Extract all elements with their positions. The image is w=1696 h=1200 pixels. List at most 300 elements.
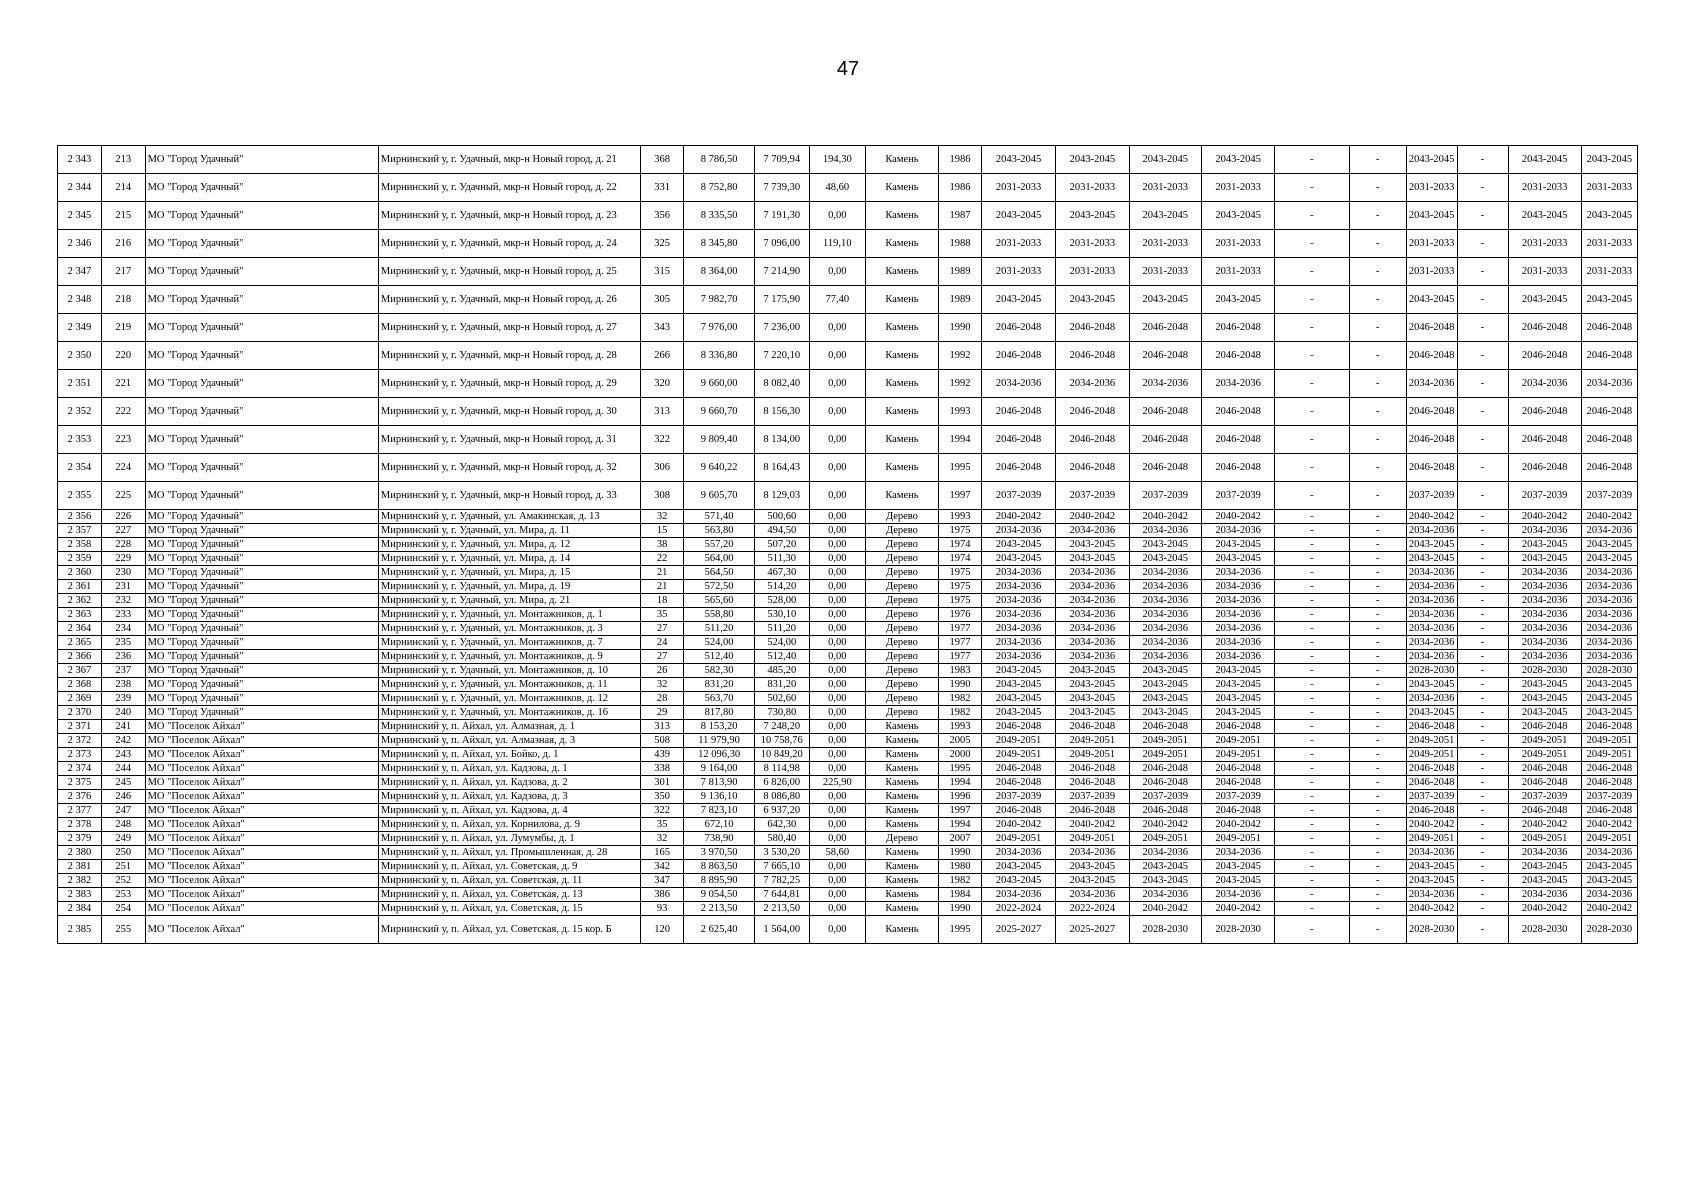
cell-repair-period-6: -: [1349, 916, 1406, 944]
cell-repair-period-7: 2028-2030: [1406, 916, 1457, 944]
table-row: [58, 510, 1638, 524]
cell-wall-material: Камень: [865, 146, 938, 174]
cell-repair-period-1: 2046-2048: [981, 804, 1055, 818]
housing-registry-table: [57, 145, 1638, 944]
table-row: [58, 538, 1638, 552]
cell-residents: 21: [640, 566, 684, 580]
cell-nonresidential-area: 0,00: [809, 552, 865, 566]
cell-wall-material: Дерево: [865, 678, 938, 692]
cell-repair-period-7: 2031-2033: [1406, 258, 1457, 286]
cell-row-number: 2 382: [58, 874, 102, 888]
cell-wall-material: Дерево: [865, 622, 938, 636]
cell-wall-material: Дерево: [865, 706, 938, 720]
cell-total-area: 9 660,70: [684, 398, 754, 426]
cell-living-area: 511,20: [754, 622, 809, 636]
cell-row-number: 2 376: [58, 790, 102, 804]
cell-row-number: 2 363: [58, 608, 102, 622]
cell-repair-period-6: -: [1349, 650, 1406, 664]
cell-living-area: 6 937,20: [754, 804, 809, 818]
cell-repair-period-2: 2046-2048: [1056, 314, 1129, 342]
cell-repair-period-8: -: [1457, 888, 1508, 902]
cell-repair-period-3: 2046-2048: [1129, 776, 1201, 790]
cell-repair-period-4: 2034-2036: [1201, 566, 1274, 580]
cell-repair-period-1: 2034-2036: [981, 580, 1055, 594]
cell-build-year: 1994: [939, 818, 982, 832]
cell-repair-period-9: 2034-2036: [1508, 650, 1581, 664]
cell-repair-period-3: 2037-2039: [1129, 482, 1201, 510]
cell-object-number: 231: [101, 580, 145, 594]
cell-repair-period-1: 2034-2036: [981, 608, 1055, 622]
cell-repair-period-8: -: [1457, 776, 1508, 790]
cell-residents: 28: [640, 692, 684, 706]
cell-total-area: 8 364,00: [684, 258, 754, 286]
cell-repair-period-9: 2034-2036: [1508, 580, 1581, 594]
cell-address: Мирнинский у, г. Удачный, ул. Монтажников, д. 10: [378, 664, 640, 678]
cell-repair-period-1: 2049-2051: [981, 734, 1055, 748]
cell-object-number: 238: [101, 678, 145, 692]
cell-repair-period-6: -: [1349, 524, 1406, 538]
table-row: [58, 664, 1638, 678]
cell-living-area: 7 644,81: [754, 888, 809, 902]
table-row: [58, 566, 1638, 580]
cell-object-number: 255: [101, 916, 145, 944]
cell-repair-period-1: 2022-2024: [981, 902, 1055, 916]
cell-build-year: 1989: [939, 258, 982, 286]
cell-object-number: 252: [101, 874, 145, 888]
cell-repair-period-3: 2043-2045: [1129, 286, 1201, 314]
cell-repair-period-5: -: [1275, 314, 1349, 342]
cell-build-year: 1993: [939, 720, 982, 734]
cell-residents: 439: [640, 748, 684, 762]
cell-wall-material: Камень: [865, 762, 938, 776]
cell-repair-period-1: 2046-2048: [981, 776, 1055, 790]
cell-repair-period-1: 2049-2051: [981, 832, 1055, 846]
cell-repair-period-5: -: [1275, 804, 1349, 818]
cell-row-number: 2 372: [58, 734, 102, 748]
cell-repair-period-8: -: [1457, 552, 1508, 566]
cell-repair-period-5: -: [1275, 902, 1349, 916]
cell-repair-period-5: -: [1275, 706, 1349, 720]
cell-repair-period-3: 2040-2042: [1129, 818, 1201, 832]
cell-total-area: 558,80: [684, 608, 754, 622]
cell-repair-period-5: -: [1275, 482, 1349, 510]
cell-wall-material: Дерево: [865, 608, 938, 622]
table-row: [58, 202, 1638, 230]
cell-repair-period-6: -: [1349, 538, 1406, 552]
cell-municipality: МО "Город Удачный": [145, 202, 378, 230]
table-row: [58, 818, 1638, 832]
cell-repair-period-3: 2049-2051: [1129, 832, 1201, 846]
cell-municipality: МО "Поселок Айхал": [145, 720, 378, 734]
cell-living-area: 642,30: [754, 818, 809, 832]
cell-repair-period-5: -: [1275, 734, 1349, 748]
cell-repair-period-5: -: [1275, 566, 1349, 580]
cell-repair-period-4: 2043-2045: [1201, 678, 1274, 692]
cell-repair-period-4: 2034-2036: [1201, 524, 1274, 538]
table-row: [58, 608, 1638, 622]
cell-wall-material: Камень: [865, 370, 938, 398]
cell-total-area: 672,10: [684, 818, 754, 832]
cell-repair-period-10: 2043-2045: [1581, 692, 1637, 706]
cell-repair-period-7: 2043-2045: [1406, 860, 1457, 874]
cell-wall-material: Дерево: [865, 594, 938, 608]
cell-repair-period-4: 2040-2042: [1201, 902, 1274, 916]
cell-object-number: 240: [101, 706, 145, 720]
cell-repair-period-9: 2043-2045: [1508, 146, 1581, 174]
cell-wall-material: Камень: [865, 258, 938, 286]
cell-repair-period-3: 2040-2042: [1129, 510, 1201, 524]
cell-repair-period-6: -: [1349, 664, 1406, 678]
cell-repair-period-10: 2046-2048: [1581, 426, 1637, 454]
cell-repair-period-2: 2046-2048: [1056, 342, 1129, 370]
cell-total-area: 9 640,22: [684, 454, 754, 482]
cell-address: Мирнинский у, п. Айхал, ул. Кадзова, д. 1: [378, 762, 640, 776]
cell-build-year: 2007: [939, 832, 982, 846]
cell-repair-period-4: 2049-2051: [1201, 734, 1274, 748]
cell-living-area: 2 213,50: [754, 902, 809, 916]
cell-living-area: 512,40: [754, 650, 809, 664]
cell-repair-period-9: 2034-2036: [1508, 622, 1581, 636]
cell-living-area: 514,20: [754, 580, 809, 594]
cell-repair-period-8: -: [1457, 510, 1508, 524]
table-row: [58, 846, 1638, 860]
cell-living-area: 10 758,76: [754, 734, 809, 748]
cell-repair-period-1: 2034-2036: [981, 370, 1055, 398]
cell-repair-period-7: 2043-2045: [1406, 874, 1457, 888]
cell-repair-period-7: 2046-2048: [1406, 762, 1457, 776]
cell-living-area: 8 114,98: [754, 762, 809, 776]
cell-repair-period-4: 2049-2051: [1201, 748, 1274, 762]
cell-address: Мирнинский у, п. Айхал, ул. Советская, д. 15 кор. Б: [378, 916, 640, 944]
cell-object-number: 248: [101, 818, 145, 832]
cell-row-number: 2 349: [58, 314, 102, 342]
cell-object-number: 218: [101, 286, 145, 314]
cell-repair-period-6: -: [1349, 832, 1406, 846]
cell-wall-material: Камень: [865, 916, 938, 944]
cell-repair-period-4: 2031-2033: [1201, 258, 1274, 286]
cell-municipality: МО "Поселок Айхал": [145, 776, 378, 790]
cell-repair-period-5: -: [1275, 888, 1349, 902]
cell-residents: 305: [640, 286, 684, 314]
cell-object-number: 215: [101, 202, 145, 230]
cell-repair-period-5: -: [1275, 860, 1349, 874]
cell-living-area: 7 236,00: [754, 314, 809, 342]
cell-row-number: 2 383: [58, 888, 102, 902]
cell-row-number: 2 364: [58, 622, 102, 636]
cell-object-number: 223: [101, 426, 145, 454]
cell-build-year: 1992: [939, 370, 982, 398]
cell-nonresidential-area: 0,00: [809, 426, 865, 454]
cell-municipality: МО "Город Удачный": [145, 398, 378, 426]
cell-wall-material: Дерево: [865, 510, 938, 524]
cell-repair-period-3: 2043-2045: [1129, 692, 1201, 706]
cell-repair-period-1: 2049-2051: [981, 748, 1055, 762]
table-row: [58, 524, 1638, 538]
cell-repair-period-2: 2043-2045: [1056, 146, 1129, 174]
cell-repair-period-8: -: [1457, 874, 1508, 888]
cell-row-number: 2 358: [58, 538, 102, 552]
cell-nonresidential-area: 0,00: [809, 664, 865, 678]
cell-repair-period-10: 2034-2036: [1581, 580, 1637, 594]
cell-living-area: 7 175,90: [754, 286, 809, 314]
cell-living-area: 7 220,10: [754, 342, 809, 370]
cell-wall-material: Дерево: [865, 524, 938, 538]
cell-repair-period-7: 2040-2042: [1406, 902, 1457, 916]
cell-repair-period-9: 2049-2051: [1508, 748, 1581, 762]
cell-living-area: 524,00: [754, 636, 809, 650]
cell-total-area: 8 863,50: [684, 860, 754, 874]
cell-repair-period-10: 2034-2036: [1581, 370, 1637, 398]
cell-repair-period-2: 2031-2033: [1056, 258, 1129, 286]
cell-repair-period-8: -: [1457, 202, 1508, 230]
cell-living-area: 507,20: [754, 538, 809, 552]
cell-municipality: МО "Город Удачный": [145, 510, 378, 524]
cell-repair-period-1: 2031-2033: [981, 174, 1055, 202]
cell-municipality: МО "Поселок Айхал": [145, 860, 378, 874]
cell-residents: 313: [640, 398, 684, 426]
cell-wall-material: Камень: [865, 790, 938, 804]
cell-wall-material: Камень: [865, 888, 938, 902]
cell-object-number: 249: [101, 832, 145, 846]
cell-repair-period-1: 2040-2042: [981, 818, 1055, 832]
table-row: [58, 748, 1638, 762]
cell-build-year: 1993: [939, 510, 982, 524]
cell-wall-material: Камень: [865, 818, 938, 832]
cell-repair-period-5: -: [1275, 776, 1349, 790]
cell-residents: 38: [640, 538, 684, 552]
cell-repair-period-6: -: [1349, 342, 1406, 370]
cell-repair-period-10: 2034-2036: [1581, 594, 1637, 608]
cell-repair-period-4: 2034-2036: [1201, 370, 1274, 398]
cell-repair-period-10: 2034-2036: [1581, 636, 1637, 650]
cell-living-area: 730,80: [754, 706, 809, 720]
cell-repair-period-10: 2049-2051: [1581, 832, 1637, 846]
cell-repair-period-7: 2046-2048: [1406, 776, 1457, 790]
cell-repair-period-4: 2034-2036: [1201, 608, 1274, 622]
cell-residents: 386: [640, 888, 684, 902]
cell-repair-period-2: 2034-2036: [1056, 580, 1129, 594]
cell-repair-period-7: 2034-2036: [1406, 580, 1457, 594]
cell-repair-period-8: -: [1457, 832, 1508, 846]
table-row: [58, 454, 1638, 482]
cell-repair-period-9: 2049-2051: [1508, 734, 1581, 748]
cell-repair-period-6: -: [1349, 860, 1406, 874]
cell-repair-period-7: 2031-2033: [1406, 174, 1457, 202]
cell-repair-period-2: 2046-2048: [1056, 426, 1129, 454]
cell-repair-period-5: -: [1275, 258, 1349, 286]
cell-wall-material: Камень: [865, 286, 938, 314]
cell-residents: 325: [640, 230, 684, 258]
cell-repair-period-8: -: [1457, 370, 1508, 398]
cell-repair-period-5: -: [1275, 748, 1349, 762]
cell-build-year: 1992: [939, 342, 982, 370]
cell-total-area: 8 752,80: [684, 174, 754, 202]
cell-address: Мирнинский у, г. Удачный, ул. Мира, д. 14: [378, 552, 640, 566]
cell-object-number: 221: [101, 370, 145, 398]
cell-repair-period-5: -: [1275, 678, 1349, 692]
cell-address: Мирнинский у, г. Удачный, мкр-н Новый город, д. 25: [378, 258, 640, 286]
cell-repair-period-2: 2046-2048: [1056, 398, 1129, 426]
cell-repair-period-4: 2034-2036: [1201, 650, 1274, 664]
cell-repair-period-7: 2034-2036: [1406, 524, 1457, 538]
cell-residents: 306: [640, 454, 684, 482]
cell-living-area: 7 782,25: [754, 874, 809, 888]
cell-repair-period-9: 2046-2048: [1508, 804, 1581, 818]
cell-address: Мирнинский у, п. Айхал, ул. Кадзова, д. 3: [378, 790, 640, 804]
cell-repair-period-1: 2034-2036: [981, 636, 1055, 650]
cell-repair-period-10: 2040-2042: [1581, 510, 1637, 524]
cell-repair-period-7: 2034-2036: [1406, 608, 1457, 622]
cell-total-area: 9 054,50: [684, 888, 754, 902]
cell-total-area: 565,60: [684, 594, 754, 608]
cell-build-year: 1986: [939, 146, 982, 174]
cell-repair-period-6: -: [1349, 874, 1406, 888]
cell-object-number: 230: [101, 566, 145, 580]
cell-total-area: 738,90: [684, 832, 754, 846]
cell-object-number: 224: [101, 454, 145, 482]
cell-nonresidential-area: 0,00: [809, 650, 865, 664]
cell-repair-period-1: 2046-2048: [981, 454, 1055, 482]
cell-repair-period-1: 2046-2048: [981, 342, 1055, 370]
cell-build-year: 1974: [939, 552, 982, 566]
cell-repair-period-8: -: [1457, 664, 1508, 678]
cell-repair-period-2: 2034-2036: [1056, 846, 1129, 860]
cell-nonresidential-area: 0,00: [809, 538, 865, 552]
cell-repair-period-4: 2043-2045: [1201, 664, 1274, 678]
cell-address: Мирнинский у, г. Удачный, мкр-н Новый город, д. 21: [378, 146, 640, 174]
cell-repair-period-10: 2043-2045: [1581, 286, 1637, 314]
cell-nonresidential-area: 0,00: [809, 510, 865, 524]
cell-repair-period-10: 2049-2051: [1581, 734, 1637, 748]
cell-row-number: 2 344: [58, 174, 102, 202]
cell-residents: 320: [640, 370, 684, 398]
cell-build-year: 1986: [939, 174, 982, 202]
cell-row-number: 2 359: [58, 552, 102, 566]
cell-repair-period-8: -: [1457, 678, 1508, 692]
cell-municipality: МО "Город Удачный": [145, 174, 378, 202]
cell-nonresidential-area: 0,00: [809, 832, 865, 846]
cell-total-area: 563,80: [684, 524, 754, 538]
cell-wall-material: Дерево: [865, 832, 938, 846]
cell-repair-period-7: 2049-2051: [1406, 832, 1457, 846]
cell-build-year: 1996: [939, 790, 982, 804]
cell-repair-period-10: 2031-2033: [1581, 230, 1637, 258]
cell-wall-material: Дерево: [865, 538, 938, 552]
cell-total-area: 831,20: [684, 678, 754, 692]
cell-repair-period-8: -: [1457, 482, 1508, 510]
cell-wall-material: Камень: [865, 398, 938, 426]
cell-repair-period-2: 2034-2036: [1056, 370, 1129, 398]
cell-build-year: 1987: [939, 202, 982, 230]
cell-living-area: 7 709,94: [754, 146, 809, 174]
cell-total-area: 9 136,10: [684, 790, 754, 804]
cell-repair-period-6: -: [1349, 370, 1406, 398]
cell-repair-period-2: 2046-2048: [1056, 762, 1129, 776]
cell-residents: 266: [640, 342, 684, 370]
cell-repair-period-9: 2043-2045: [1508, 202, 1581, 230]
cell-repair-period-6: -: [1349, 482, 1406, 510]
cell-address: Мирнинский у, г. Удачный, ул. Мира, д. 12: [378, 538, 640, 552]
table-row: [58, 860, 1638, 874]
cell-repair-period-3: 2046-2048: [1129, 314, 1201, 342]
cell-residents: 93: [640, 902, 684, 916]
cell-row-number: 2 361: [58, 580, 102, 594]
cell-build-year: 1993: [939, 398, 982, 426]
cell-repair-period-4: 2046-2048: [1201, 776, 1274, 790]
cell-row-number: 2 360: [58, 566, 102, 580]
cell-repair-period-2: 2034-2036: [1056, 888, 1129, 902]
cell-residents: 508: [640, 734, 684, 748]
cell-repair-period-5: -: [1275, 832, 1349, 846]
cell-repair-period-4: 2043-2045: [1201, 860, 1274, 874]
cell-address: Мирнинский у, г. Удачный, мкр-н Новый город, д. 31: [378, 426, 640, 454]
cell-wall-material: Камень: [865, 720, 938, 734]
cell-repair-period-2: 2049-2051: [1056, 734, 1129, 748]
cell-repair-period-4: 2037-2039: [1201, 482, 1274, 510]
table-row: [58, 258, 1638, 286]
cell-repair-period-8: -: [1457, 608, 1508, 622]
cell-repair-period-6: -: [1349, 510, 1406, 524]
cell-repair-period-6: -: [1349, 174, 1406, 202]
cell-repair-period-5: -: [1275, 146, 1349, 174]
table-row: [58, 832, 1638, 846]
cell-repair-period-8: -: [1457, 454, 1508, 482]
cell-repair-period-1: 2043-2045: [981, 706, 1055, 720]
cell-nonresidential-area: 0,00: [809, 566, 865, 580]
cell-total-area: 7 813,90: [684, 776, 754, 790]
cell-repair-period-4: 2049-2051: [1201, 832, 1274, 846]
cell-repair-period-1: 2043-2045: [981, 202, 1055, 230]
cell-repair-period-8: -: [1457, 286, 1508, 314]
cell-build-year: 1984: [939, 888, 982, 902]
cell-object-number: 237: [101, 664, 145, 678]
cell-repair-period-10: 2034-2036: [1581, 888, 1637, 902]
cell-repair-period-9: 2040-2042: [1508, 510, 1581, 524]
cell-repair-period-5: -: [1275, 664, 1349, 678]
cell-repair-period-1: 2034-2036: [981, 622, 1055, 636]
cell-row-number: 2 378: [58, 818, 102, 832]
table-row: [58, 174, 1638, 202]
cell-repair-period-8: -: [1457, 622, 1508, 636]
cell-repair-period-7: 2028-2030: [1406, 664, 1457, 678]
cell-row-number: 2 381: [58, 860, 102, 874]
cell-repair-period-7: 2046-2048: [1406, 720, 1457, 734]
cell-repair-period-4: 2043-2045: [1201, 286, 1274, 314]
cell-repair-period-4: 2043-2045: [1201, 538, 1274, 552]
cell-nonresidential-area: 0,00: [809, 454, 865, 482]
table-row: [58, 678, 1638, 692]
cell-municipality: МО "Город Удачный": [145, 370, 378, 398]
cell-repair-period-9: 2046-2048: [1508, 762, 1581, 776]
cell-repair-period-8: -: [1457, 762, 1508, 776]
cell-repair-period-4: 2043-2045: [1201, 692, 1274, 706]
cell-build-year: 1988: [939, 230, 982, 258]
cell-row-number: 2 384: [58, 902, 102, 916]
table-row: [58, 762, 1638, 776]
cell-repair-period-3: 2043-2045: [1129, 202, 1201, 230]
cell-repair-period-2: 2034-2036: [1056, 636, 1129, 650]
cell-row-number: 2 380: [58, 846, 102, 860]
cell-repair-period-5: -: [1275, 202, 1349, 230]
cell-residents: 350: [640, 790, 684, 804]
cell-nonresidential-area: 0,00: [809, 790, 865, 804]
cell-living-area: 1 564,00: [754, 916, 809, 944]
cell-repair-period-8: -: [1457, 650, 1508, 664]
table-row: [58, 804, 1638, 818]
cell-repair-period-10: 2043-2045: [1581, 146, 1637, 174]
cell-repair-period-7: 2043-2045: [1406, 286, 1457, 314]
cell-total-area: 8 895,90: [684, 874, 754, 888]
